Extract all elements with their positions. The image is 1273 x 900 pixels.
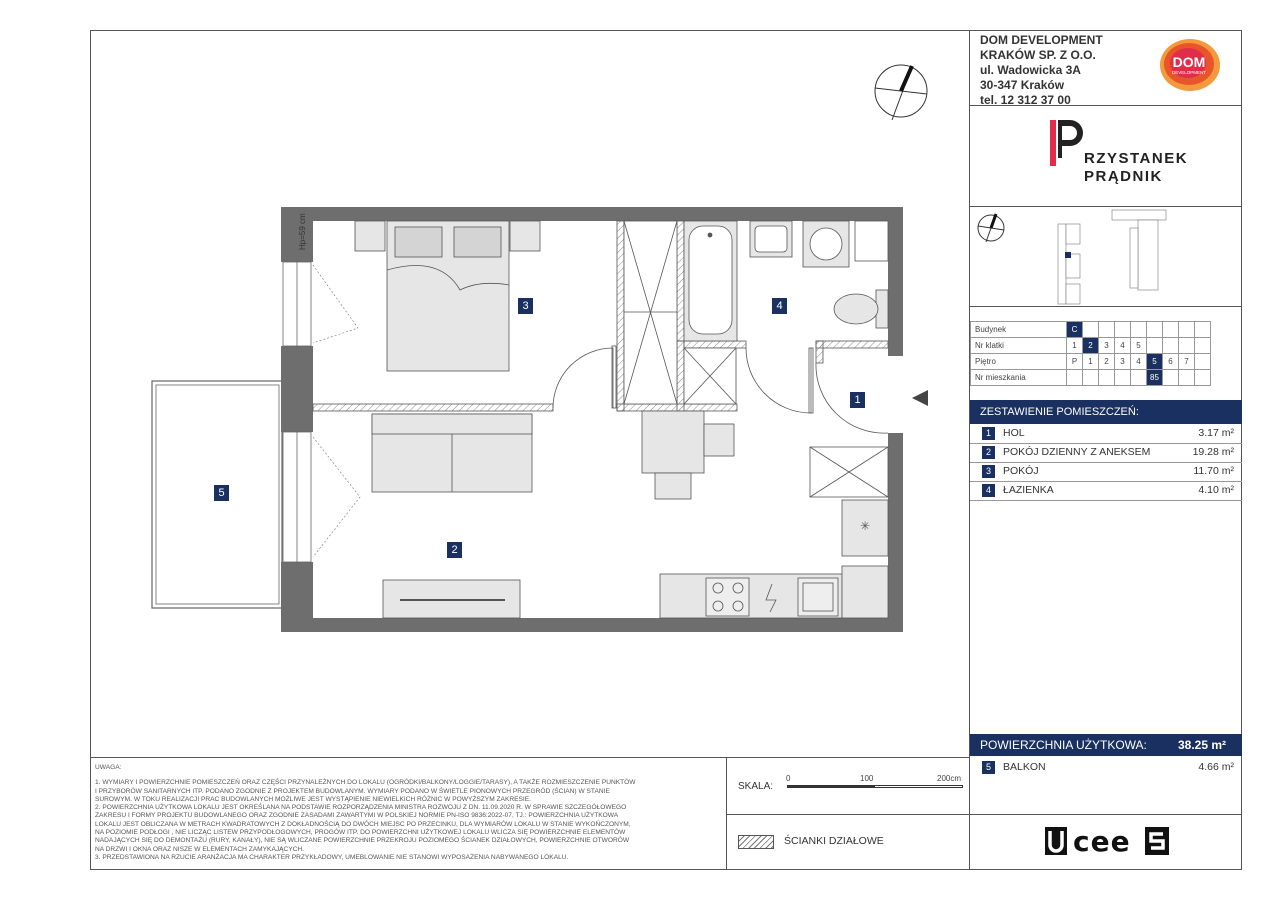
building-info-table — [970, 321, 1211, 386]
washing-machine — [803, 221, 849, 267]
total-area-value: 38.25 m² — [1177, 738, 1226, 752]
site-compass-icon — [978, 214, 1004, 242]
project-name-line2: PRĄDNIK — [1084, 168, 1163, 185]
notes-line: 1. WYMIARY I POWIERZCHNIE POMIESZCZEŃ ORAZ CZĘŚCI PRZYNALEŻNYCH DO LOKALU (OGRÓDKI/BALKONY/LOGGIE/TARASY), A TAKŻE ROZMIESZCZENIE PUNKTÓW — [95, 779, 636, 787]
notes — [95, 764, 713, 862]
company-phone: tel. 12 312 37 00 — [980, 93, 1071, 107]
partition-legend-label: ŚCIANKI DZIAŁOWE — [784, 835, 884, 847]
door-swing — [553, 348, 613, 408]
bed — [355, 221, 540, 371]
ucees-logo — [1045, 827, 1175, 857]
plan-room-1: 1 — [850, 392, 865, 408]
room-name: HOL — [1003, 427, 1025, 439]
row-pietro: Piętro P 1 2 3 4 5 6 7 — [971, 354, 1211, 370]
project-name-line1: RZYSTANEK — [1084, 150, 1189, 167]
shower-cabinet — [684, 348, 736, 404]
compass-icon — [872, 62, 934, 124]
dom-logo-text: DOM — [1172, 54, 1206, 70]
partition-hatch-swatch — [738, 835, 774, 849]
wardrobe — [624, 221, 677, 404]
room-name: BALKON — [1003, 761, 1046, 773]
notes-title: UWAGA: — [95, 764, 122, 771]
notes-line: 3. PRZEDSTAWIONA NA RZUCIE ARANŻACJA MA CHARAKTER PRZYKŁADOWY, UMEBLOWANIE NIE STANOWI WYPOSAŻENIA NABYWANEGO LOKALU. — [95, 853, 569, 861]
notes-line: I PRZYBORÓW SANITARNYCH ITP. PODANO ZGODNIE Z PROJEKTEM BUDOWLANYM. WYMIARY PODANO W ŚWIETLE PIONOWYCH PRZEGRÓD (ŚCIAN) W STANIE — [95, 787, 610, 795]
total-area — [970, 734, 1242, 756]
room-number-badge: 5 — [982, 761, 995, 774]
plan-room-4: 4 — [772, 298, 787, 314]
notes-line: 2. POWIERZCHNIA UŻYTKOWA LOKALU JEST OKREŚLANA NA PODSTAWIE ROZPORZĄDZENIA MINISTRA ROZWOJU Z DN. 11.09.2020 R. W SPRAWIE SZCZEGÓŁOWEGO — [95, 804, 627, 812]
divider — [726, 814, 1242, 815]
room-number-badge: 3 — [982, 465, 995, 478]
divider — [969, 306, 1242, 307]
balcony-row — [970, 758, 1242, 777]
sofa — [372, 414, 532, 492]
company-name: DOM DEVELOPMENT — [980, 33, 1103, 47]
hood-icon: ✳ — [859, 519, 871, 533]
room-name: ŁAZIENKA — [1003, 484, 1054, 496]
total-area-label: POWIERZCHNIA UŻYTKOWA: — [980, 738, 1147, 752]
dining-table — [642, 411, 734, 499]
company-street: ul. Wadowicka 3A — [980, 63, 1081, 77]
window-height-label: Hp=59 cm — [298, 213, 307, 250]
row-klatka: Nr klatki 1 2 3 4 5 — [971, 338, 1211, 354]
plan-room-2: 2 — [447, 542, 462, 558]
company-info — [980, 33, 1103, 108]
bathtub — [684, 221, 737, 341]
window-swing — [313, 265, 358, 343]
scale-bar — [787, 785, 963, 788]
room-row — [970, 462, 1242, 482]
row-mieszkanie: Nr mieszkania 85 — [971, 370, 1211, 386]
room-area: 4.66 m² — [1198, 761, 1234, 773]
scale-tick: 200cm — [937, 774, 962, 783]
row-budynek: Budynek C — [971, 322, 1211, 338]
divider — [969, 206, 1242, 207]
room-row — [970, 481, 1242, 501]
room-number-badge: 4 — [982, 484, 995, 497]
room-area: 19.28 m² — [1192, 446, 1234, 458]
dom-logo-subtext: DEVELOPMENT — [1171, 70, 1207, 75]
room-number-badge: 1 — [982, 427, 995, 440]
room-name: POKÓJ — [1003, 465, 1039, 477]
room-row — [970, 443, 1242, 463]
scale-tick: 0 — [786, 774, 791, 783]
room-name: POKÓJ DZIENNY Z ANEKSEM — [1003, 446, 1151, 458]
room-area: 3.17 m² — [1198, 427, 1234, 439]
balcony-door-swing — [313, 437, 360, 557]
room-number-badge: 2 — [982, 446, 995, 459]
dom-development-logo — [1158, 37, 1222, 93]
tv-cabinet — [383, 580, 520, 618]
room-row — [970, 424, 1242, 444]
divider — [90, 757, 969, 758]
notes-line: LOKALU JEST OBLICZANA W METRACH KWADRATOWYCH Z DOKŁADNOŚCIĄ DO DWÓCH MIEJSC PO PRZECINKU, DLA WYMIARÓW LOKALU W STANIE WYKOŃCZONYM, — [95, 820, 631, 828]
notes-line: NA POZIOMIE PODŁOGI , NIE LICZĄC LISTEW PRZYPODŁOGOWYCH, PROGÓW ITP. DO POWIERZCHNI UŻYTKOWEJ LOKALU WLICZA SIĘ POWIERZCHNIE ELEMENTÓW — [95, 829, 626, 837]
washbasin — [750, 221, 792, 257]
project-logo-mark — [1048, 118, 1082, 168]
floor-plan — [145, 195, 871, 655]
scale-tick: 100 — [860, 774, 874, 783]
scale-label: SKALA: — [738, 781, 774, 792]
room-area: 4.10 m² — [1198, 484, 1234, 496]
site-plan — [972, 208, 1172, 304]
notes-line: ZAKRESU I FORMY PROJEKTU BUDOWLANEGO ORAZ ZGODNIE ZASADAMI ZAWARTYMI W POLSKIEJ NORMIE PN-ISO 9836:2022-07, TJ.: POWIERZCHNIA UŻYTKOWA — [95, 812, 619, 820]
rooms-header: ZESTAWIENIE POMIESZCZEŃ: — [970, 400, 1242, 424]
plan-room-3: 3 — [518, 298, 533, 314]
notes-line: NADAJĄCYCH SIĘ DO DEMONTAŻU (RURY, KANAŁY), NIE SĄ WLICZANE POWIERZCHNIE PRZEKROJU POZIOMEGO ŚCIANEK DZIAŁOWYCH, POWIERZCHNIE OTWORÓW — [95, 837, 630, 845]
svg-text:cee: cee — [1073, 825, 1131, 858]
company-name-2: KRAKÓW SP. Z O.O. — [980, 48, 1096, 62]
notes-line: NA DRZWI I OKNA ORAZ NISZE W ELEMENTACH ZAMYKAJĄCYCH. — [95, 845, 305, 853]
notes-line: SUROWYM. W TOKU REALIZACJI PRAC BUDOWLANYCH MOŻLIWE JEST WYSTĄPIENIE NIEWIELKICH RÓŻNIC W POWYŻSZYM ZAKRESIE. — [95, 795, 531, 803]
shaft — [855, 221, 888, 261]
room-area: 11.70 m² — [1193, 465, 1234, 477]
plan-room-5: 5 — [214, 485, 229, 501]
company-city: 30-347 Kraków — [980, 78, 1065, 92]
